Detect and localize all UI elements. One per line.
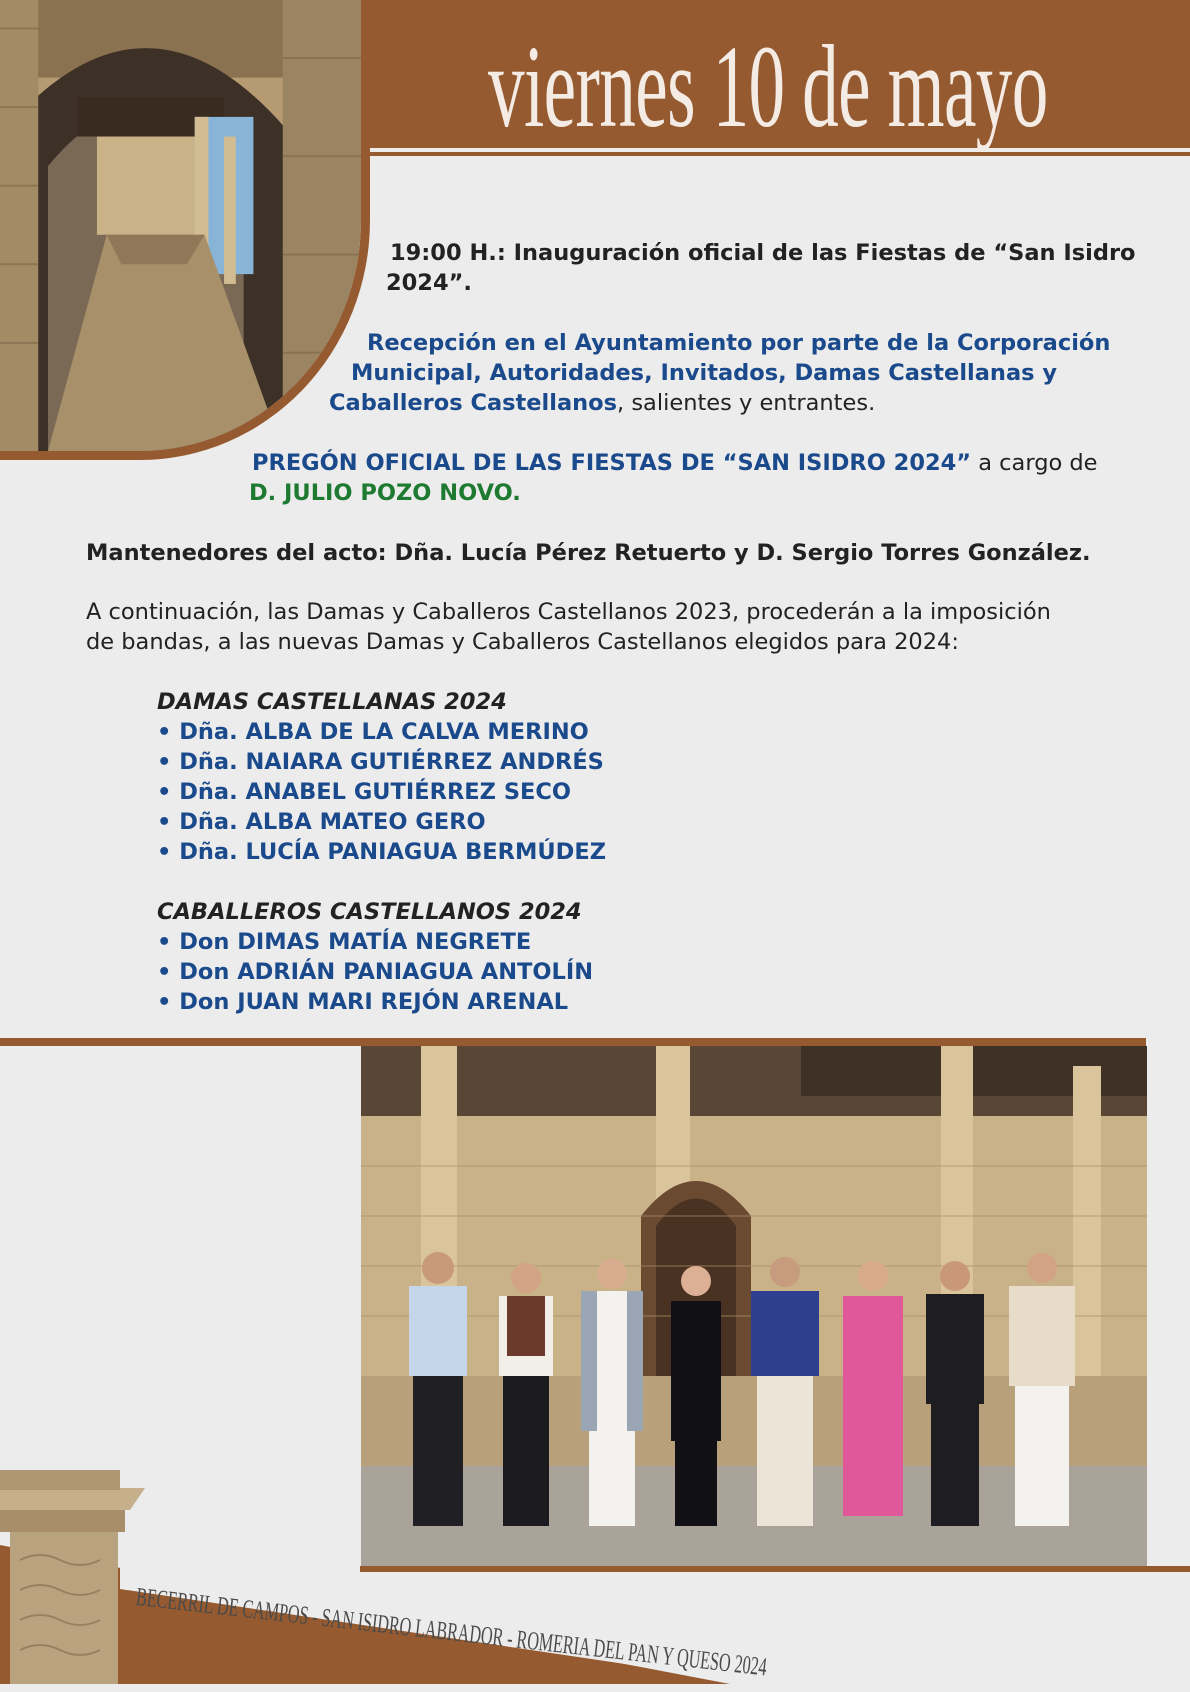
damas-heading: DAMAS CASTELLANAS 2024: [157, 689, 507, 715]
dama-item: • Dña. ALBA MATEO GERO: [157, 809, 486, 835]
page-title: viernes 10 de mayo: [488, 21, 1048, 152]
reception-line-2: Municipal, Autoridades, Invitados, Damas Castellanas y: [351, 360, 1058, 386]
reception-line-1: Recepción en el Ayuntamiento por parte de la Corporación: [367, 330, 1111, 356]
pregon-rest: a cargo de: [971, 450, 1098, 476]
reception-line-3-bold: Caballeros Castellanos: [329, 390, 618, 416]
continuation-line-1: A continuación, las Damas y Caballeros Castellanos 2023, procederán a la imposición: [86, 599, 1051, 625]
reception-line-3-rest: , salientes y entrantes.: [617, 390, 876, 416]
continuation-line-2: de bandas, a las nuevas Damas y Caballeros Castellanos elegidos para 2024:: [86, 629, 959, 655]
mid-rule: [0, 1038, 1146, 1046]
pregon-title: PREGÓN OFICIAL DE LAS FIESTAS DE “SAN ISIDRO 2024”: [252, 450, 972, 476]
column-icon: [0, 1460, 150, 1684]
dama-item: • Dña. ANABEL GUTIÉRREZ SECO: [157, 779, 572, 805]
reception-line-3: [329, 388, 875, 418]
caballero-item: • Don JUAN MARI REJÓN ARENAL: [157, 989, 569, 1015]
arcade-photo: [0, 0, 370, 460]
pregon-person: D. JULIO POZO NOVO.: [249, 480, 521, 506]
pregon-line: [252, 448, 1098, 478]
mantenedores-line: Mantenedores del acto: Dña. Lucía Pérez Retuerto y D. Sergio Torres González.: [86, 540, 1091, 566]
footer-text: BECERRIL DE CAMPOS - SAN ISIDRO LABRADOR - ROMERIA DEL PAN Y QUESO 2024: [134, 1582, 769, 1682]
dama-item: • Dña. LUCÍA PANIAGUA BERMÚDEZ: [157, 839, 607, 865]
caballero-item: • Don DIMAS MATÍA NEGRETE: [157, 929, 532, 955]
inauguration-line-1: 19:00 H.: Inauguración oficial de las Fiestas de “San Isidro: [390, 240, 1136, 266]
caballeros-heading: CABALLEROS CASTELLANOS 2024: [157, 899, 582, 925]
caballero-item: • Don ADRIÁN PANIAGUA ANTOLÍN: [157, 959, 594, 985]
dama-item: • Dña. ALBA DE LA CALVA MERINO: [157, 719, 589, 745]
group-photo: [361, 1046, 1147, 1566]
dama-item: • Dña. NAIARA GUTIÉRREZ ANDRÉS: [157, 749, 604, 775]
inauguration-line-2: 2024”.: [386, 270, 472, 296]
